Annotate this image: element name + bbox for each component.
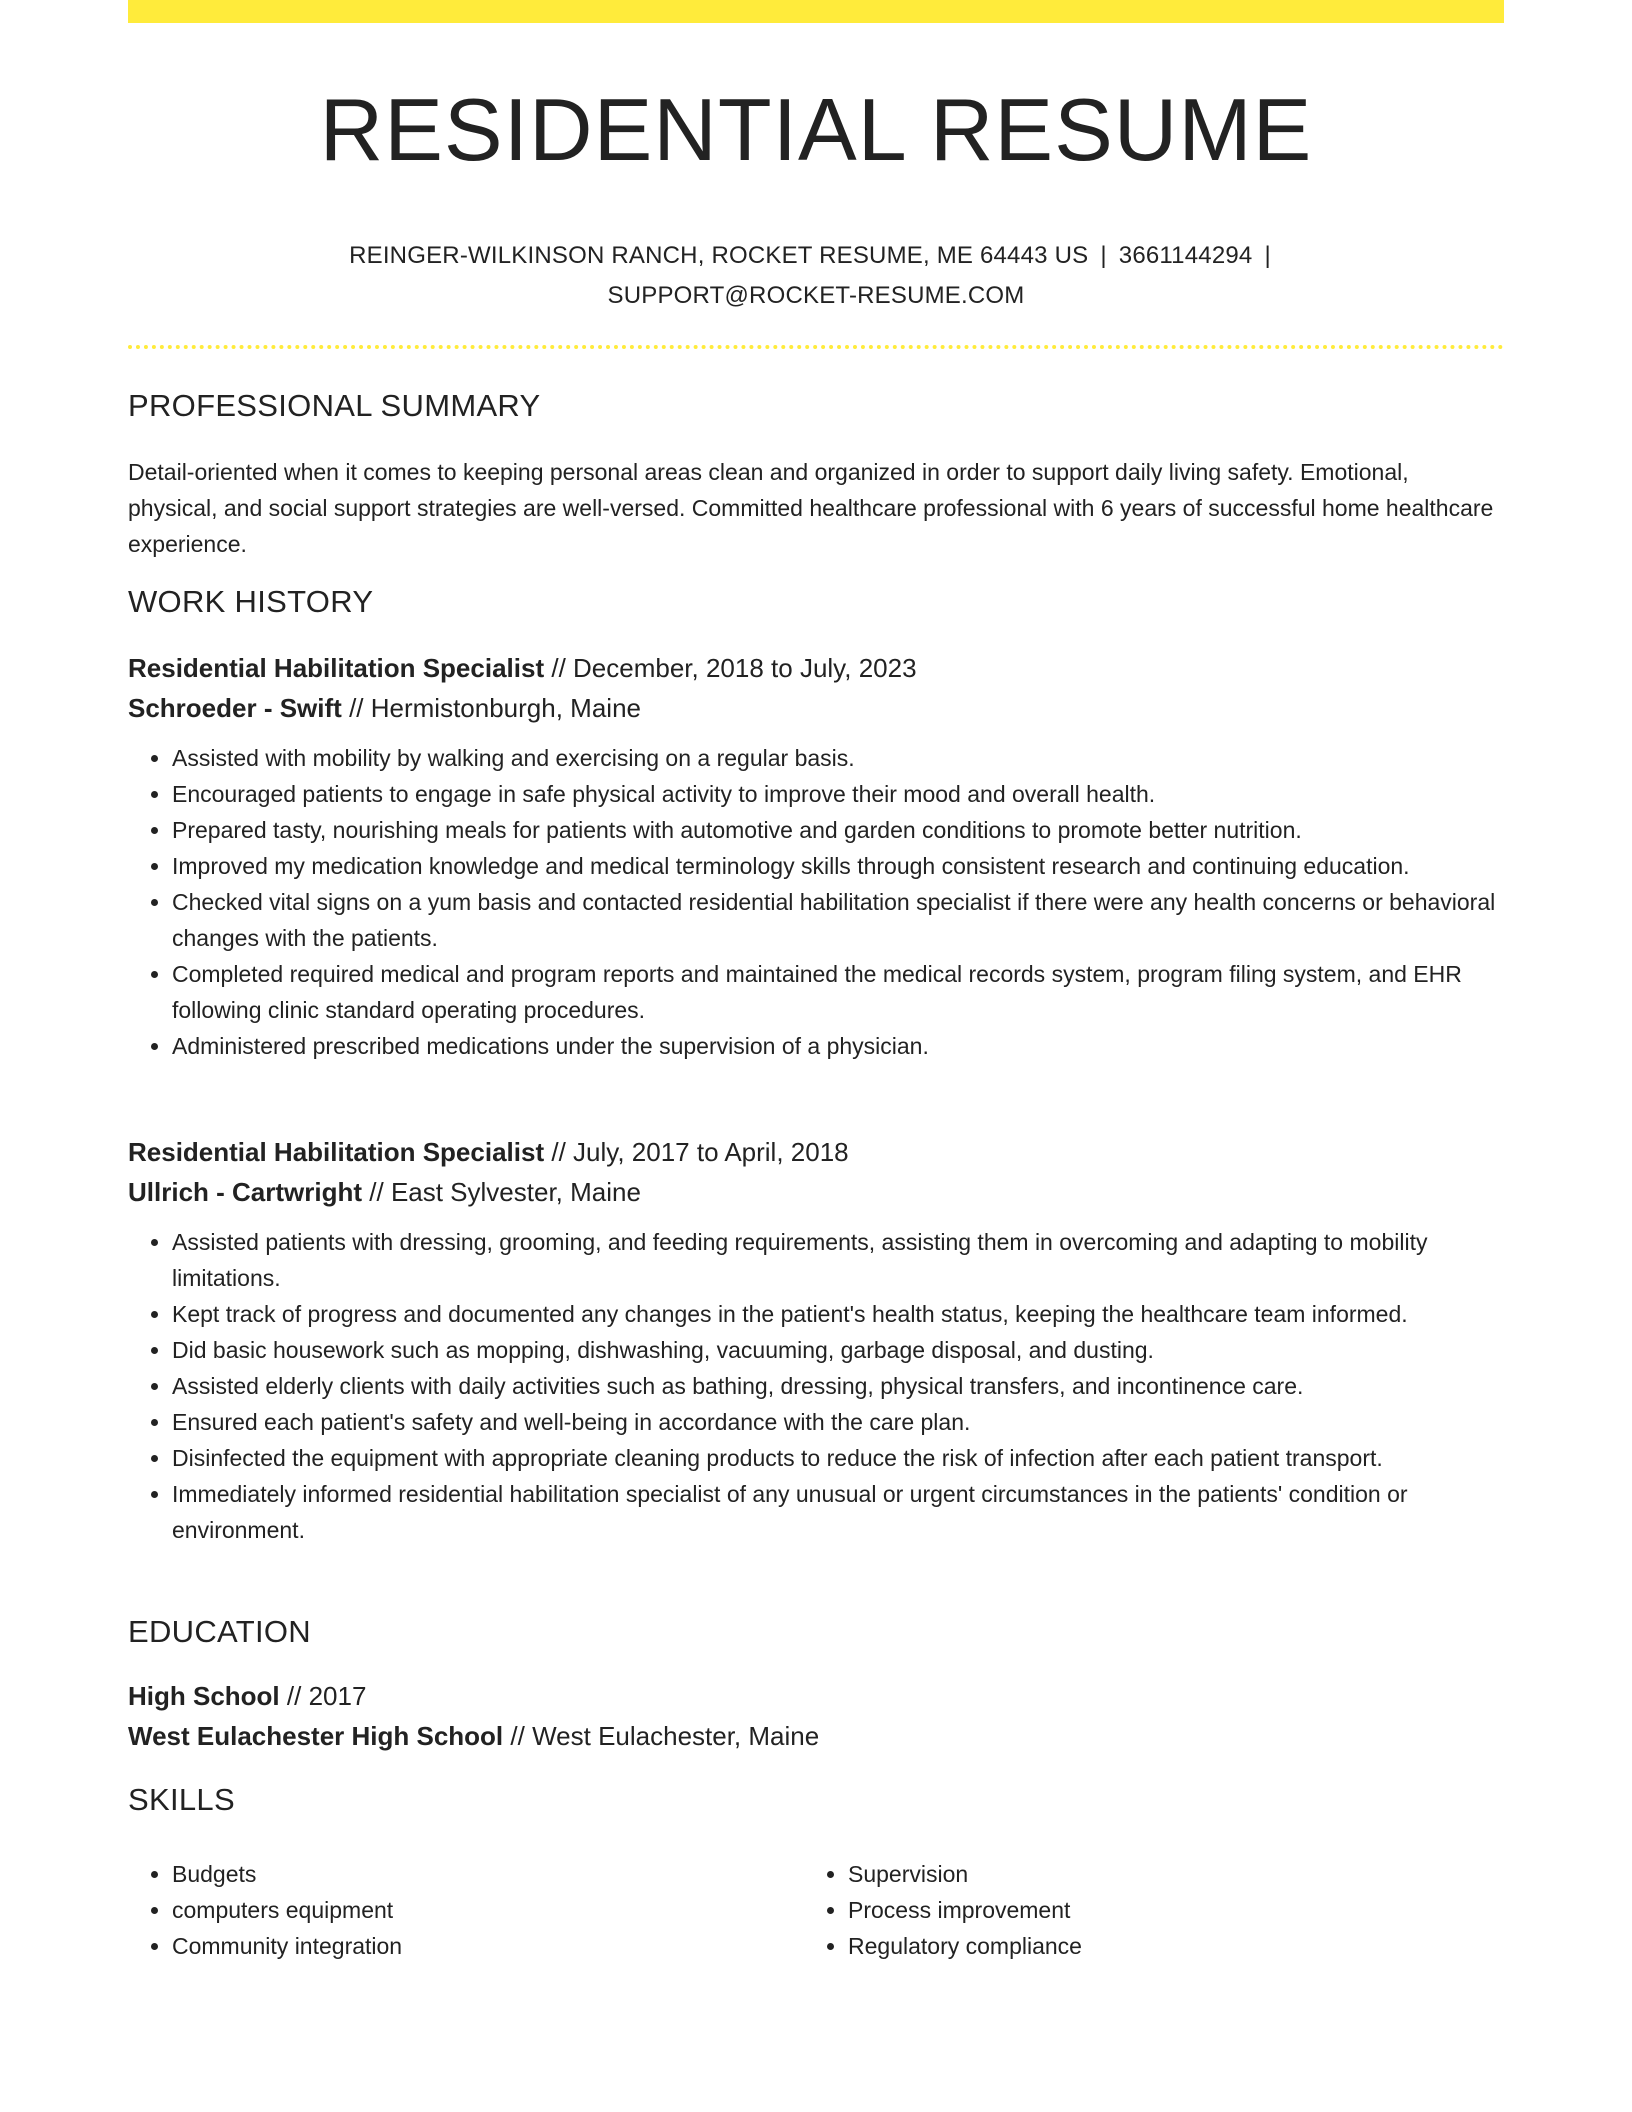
job-location: East Sylvester, Maine [390,1177,641,1207]
list-item: • Assisted patients with dressing, grooming, and feeding requirements, assisting them in overcoming and adapting to mobility limitations. [172,1224,1504,1296]
list-item: • Completed required medical and program reports and maintained the medical records system, program filing system, and EHR following clinic standard operating procedures. [172,956,1504,1028]
contact-separator: | [1264,242,1271,269]
list-item: • Supervision [848,1856,1480,1892]
skills-column-right [804,1856,1480,1964]
contact-separator: | [1100,242,1107,269]
list-item: • Prepared tasty, nourishing meals for patients with automotive and garden conditions to promote better nutrition. [172,812,1504,848]
education-school-line [128,1716,1504,1756]
job-position: Residential Habilitation Specialist [128,1137,545,1167]
header-divider [128,345,1504,349]
contact-info [128,236,1504,316]
job-delimiter: // [551,1137,566,1167]
contact-line-1 [128,236,1504,276]
job-company-line [128,688,1504,728]
contact-address: REINGER-WILKINSON RANCH, ROCKET RESUME, ME 64443 US [349,242,1089,269]
job-bullets [128,1224,1504,1548]
list-item: • Immediately informed residential habilitation specialist of any unusual or urgent circumstances in the patients' condition or environment. [172,1476,1504,1548]
list-item: • computers equipment [172,1892,804,1928]
job-dates: July, 2017 to April, 2018 [573,1137,849,1167]
list-item: • Administered prescribed medications under the supervision of a physician. [172,1028,1504,1064]
skills-title: SKILLS [128,1782,235,1817]
job-location: Hermistonburgh, Maine [370,693,641,723]
skills-column-left [128,1856,804,1964]
job-delimiter: // [349,693,364,723]
job-company-line [128,1172,1504,1212]
list-item: • Improved my medication knowledge and medical terminology skills through consistent research and continuing education. [172,848,1504,884]
job-delimiter: // [369,1177,384,1207]
contact-phone: 3661144294 [1118,242,1253,269]
education-entry [128,1676,1504,1756]
list-item: • Ensured each patient's safety and well-being in accordance with the care plan. [172,1404,1504,1440]
job-company: Schroeder - Swift [128,693,342,723]
job-entry [128,648,1504,1064]
contact-line-2 [128,276,1504,316]
summary-title: PROFESSIONAL SUMMARY [128,388,541,423]
job-title-line [128,1132,1504,1172]
job-entry [128,1132,1504,1548]
list-item: • Process improvement [848,1892,1480,1928]
education-delimiter: // [510,1721,525,1751]
education-school: West Eulachester High School [128,1721,504,1751]
list-item: • Community integration [172,1928,804,1964]
education-location: West Eulachester, Maine [532,1721,820,1751]
contact-email: SUPPORT@ROCKET-RESUME.COM [607,282,1025,309]
list-item: • Budgets [172,1856,804,1892]
resume-name: RESIDENTIAL RESUME [319,80,1313,179]
job-position: Residential Habilitation Specialist [128,653,545,683]
summary-text: Detail-oriented when it comes to keeping personal areas clean and organized in order to support daily living safety. Emotional, physical, and social support strategies are well-versed. Committed healthcare professional with 6 years of successful home healthcare experience. [128,459,1494,557]
education-title: EDUCATION [128,1614,311,1649]
list-item: • Encouraged patients to engage in safe physical activity to improve their mood and overall health. [172,776,1504,812]
education-delimiter: // [286,1681,302,1711]
job-company: Ullrich - Cartwright [128,1177,363,1207]
job-bullets [128,740,1504,1064]
list-item: • Assisted with mobility by walking and exercising on a regular basis. [172,740,1504,776]
list-item: • Checked vital signs on a yum basis and contacted residential habilitation specialist if there were any health concerns or behavioral changes with the patients. [172,884,1504,956]
list-item: • Regulatory compliance [848,1928,1480,1964]
top-accent-bar [128,0,1504,23]
work-history-title: WORK HISTORY [128,584,374,619]
list-item: • Disinfected the equipment with appropriate cleaning products to reduce the risk of infection after each patient transport. [172,1440,1504,1476]
education-degree: High School [128,1681,280,1711]
education-year: 2017 [308,1681,367,1711]
education-degree-line [128,1676,1504,1716]
job-dates: December, 2018 to July, 2023 [573,653,917,683]
job-delimiter: // [551,653,566,683]
list-item: • Assisted elderly clients with daily activities such as bathing, dressing, physical transfers, and incontinence care. [172,1368,1504,1404]
list-item: • Did basic housework such as mopping, dishwashing, vacuuming, garbage disposal, and dusting. [172,1332,1504,1368]
skills-list [128,1856,1504,1964]
job-title-line [128,648,1504,688]
list-item: • Kept track of progress and documented any changes in the patient's health status, keeping the healthcare team informed. [172,1296,1504,1332]
